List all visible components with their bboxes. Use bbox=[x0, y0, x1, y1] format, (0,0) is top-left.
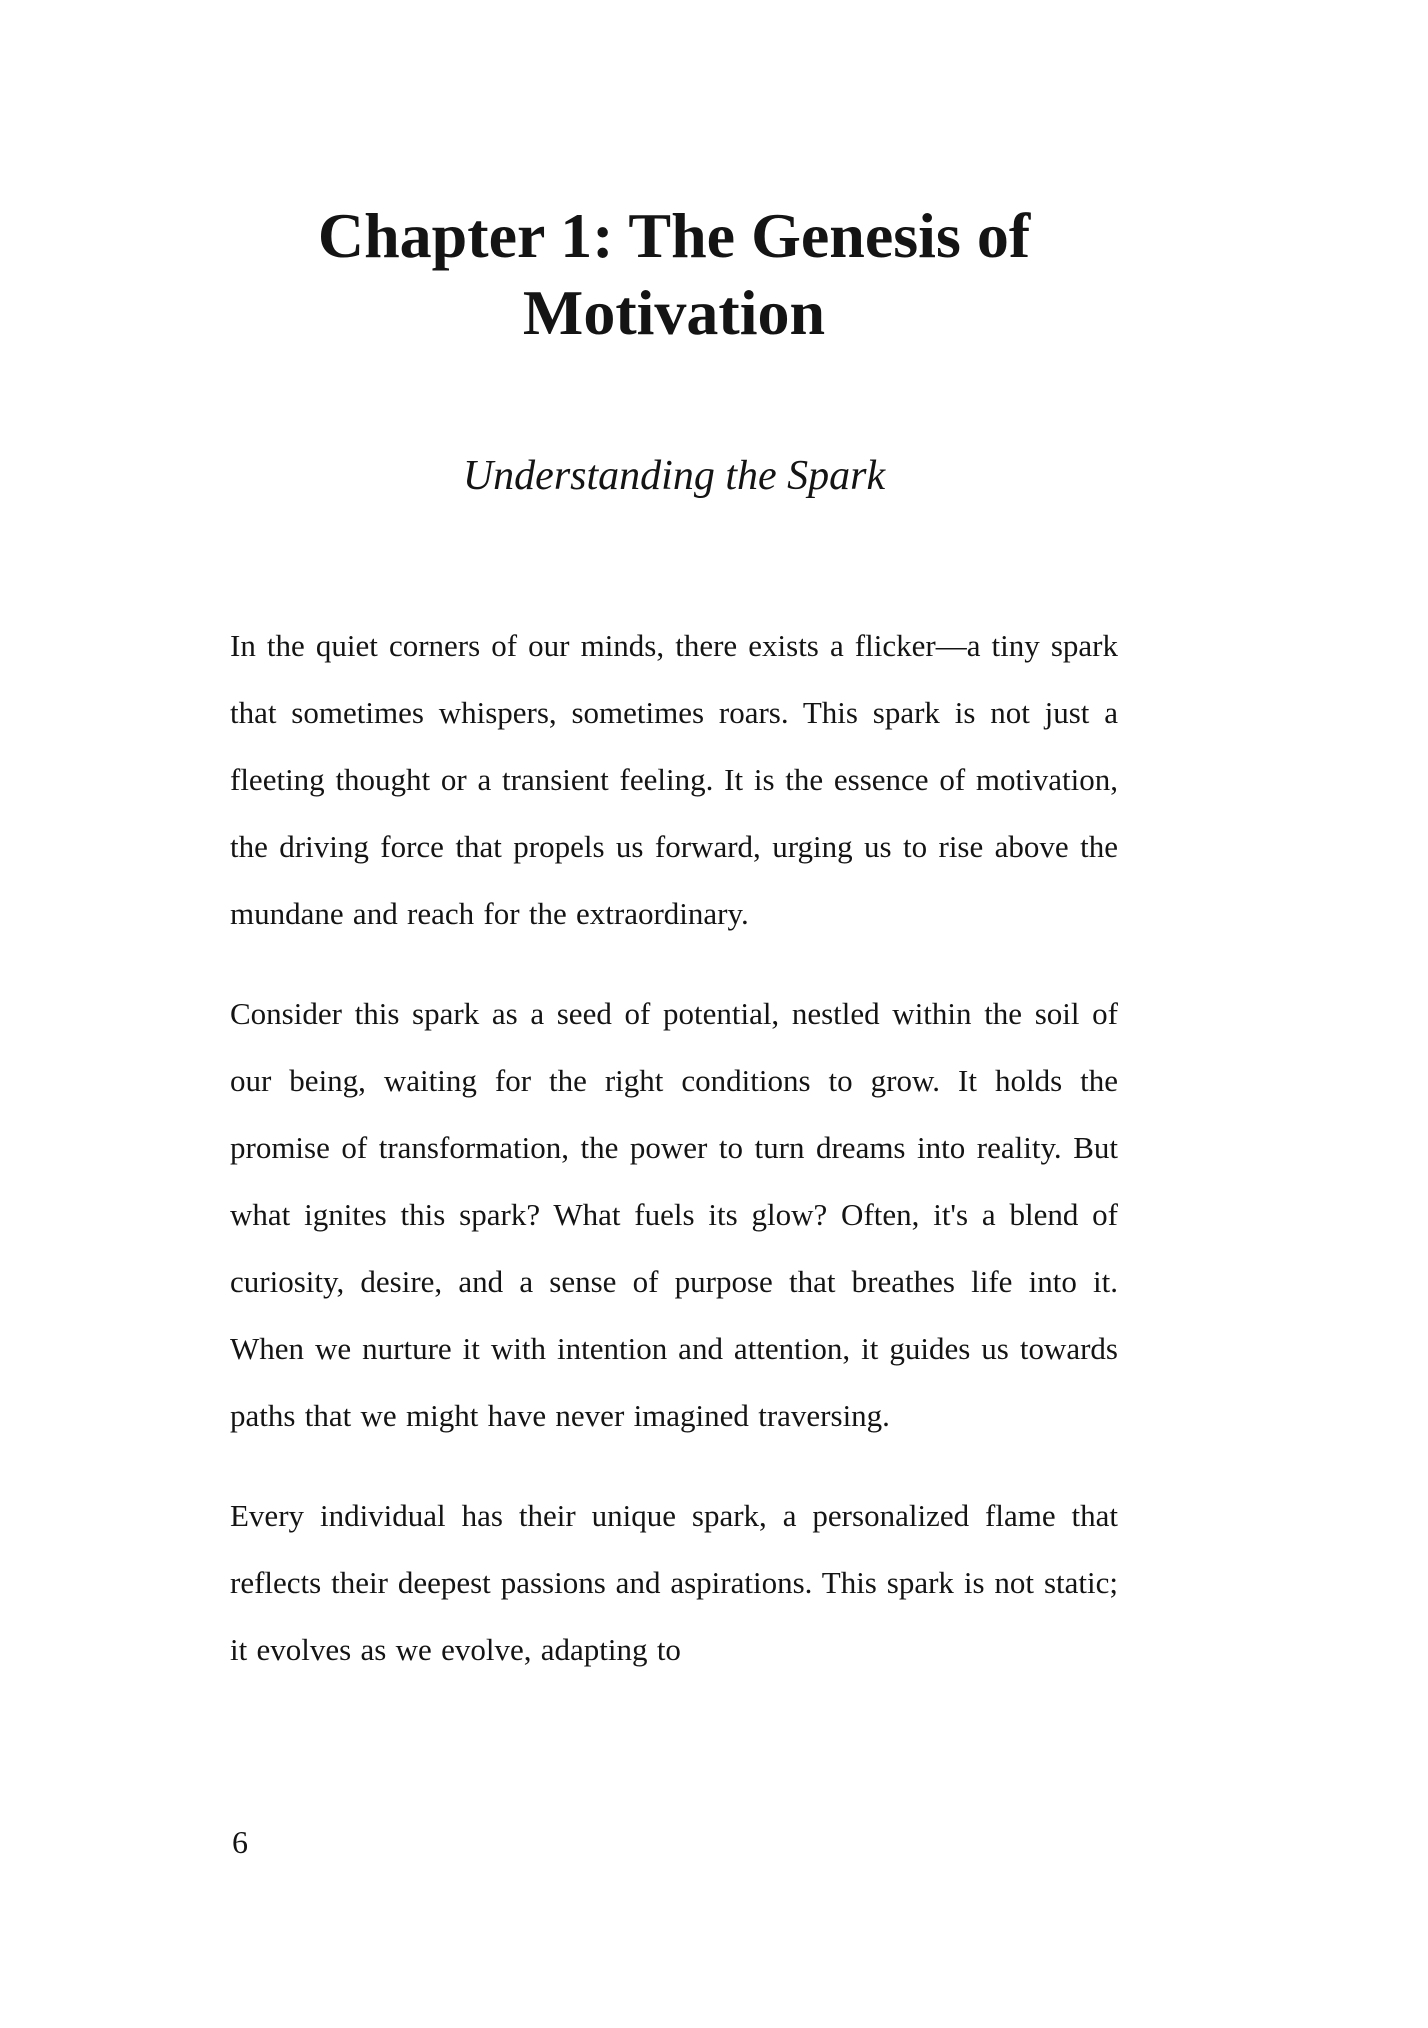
body-paragraph: In the quiet corners of our minds, there exists a flicker—a tiny spark that sometimes whispers, sometimes roars. This spark is not just a fleeting thought or a transient feeling. It is the essence of motivation, the driving force that propels us forward, urging us to rise above the mundane and reach for the extraordinary. bbox=[230, 628, 1118, 931]
section-subtitle: Understanding the Spark bbox=[462, 453, 886, 499]
body-paragraph: Consider this spark as a seed of potential, nestled within the soil of our being, waiting for the right conditions to grow. It holds the promise of transformation, the power to turn dreams into reality. But what ignites this spark? What fuels its glow? Often, it's a blend of curiosity, desire, and a sense of purpose that breathes life into it. When we nurture it with intention and attention, it guides us towards paths that we might have never imagined traversing. bbox=[230, 996, 1118, 1433]
body-paragraph: Every individual has their unique spark, a personalized flame that reflects their deepest passions and aspirations. This spark is not static; it evolves as we evolve, adapting to bbox=[230, 1498, 1118, 1667]
page-number: 6 bbox=[232, 1824, 248, 1860]
chapter-title: Chapter 1: The Genesis of Motivation bbox=[317, 200, 1031, 348]
body-text bbox=[230, 612, 1118, 1716]
